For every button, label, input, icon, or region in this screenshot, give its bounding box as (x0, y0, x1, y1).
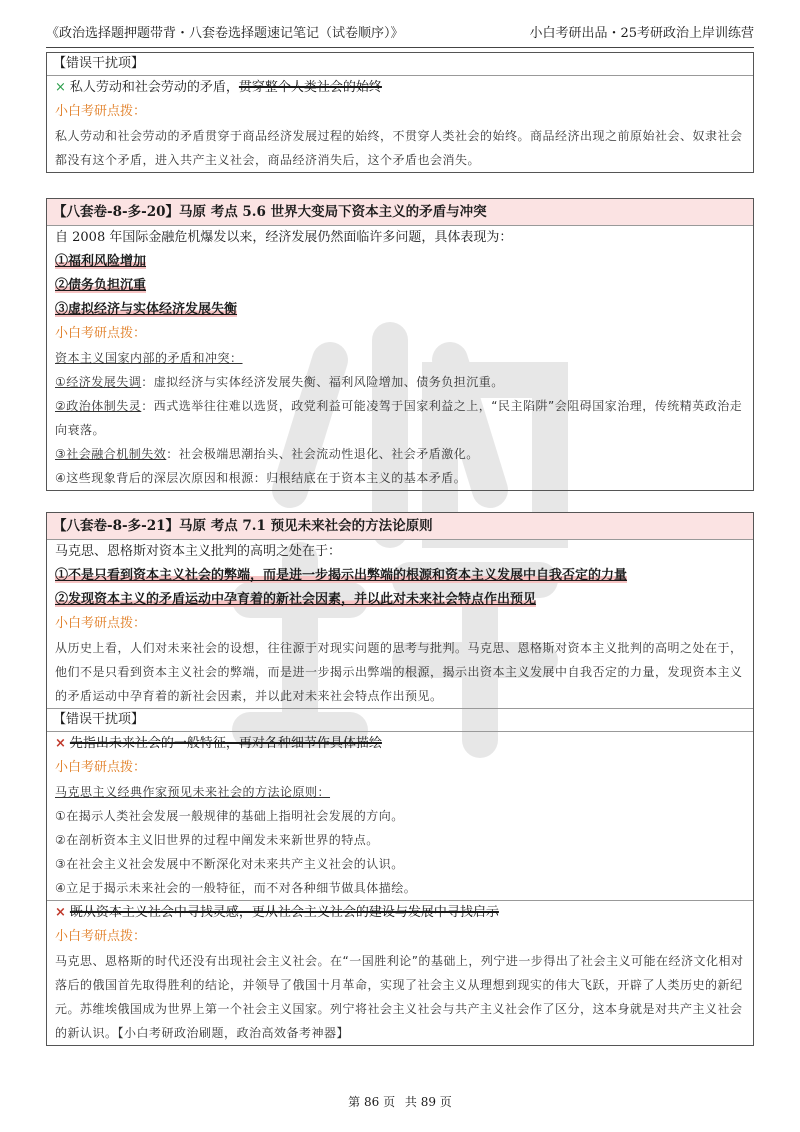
tip-heading: 马克思主义经典作家预见未来社会的方法论原则： (55, 785, 331, 799)
wrong-option-box (46, 52, 754, 173)
tip-item-4: ④立足于揭示未来社会的一般特征，而不对各种细节做具体描绘。 (55, 881, 417, 895)
tip-item-3: ③社会融合机制失效：社会极端思潮抬头、社会流动性退化、社会矛盾激化。 (55, 447, 479, 461)
question-stem: 马克思、恩格斯对资本主义批判的高明之处在于： (55, 544, 342, 559)
tip-label: 小白考研点拨： (55, 760, 147, 775)
wrong-option-label: 【错误干扰项】 (47, 708, 753, 732)
question-title: 【八套卷-8-多-21】马原 考点 7.1 预见未来社会的方法论原则 (47, 513, 753, 540)
question-title: 【八套卷-8-多-20】马原 考点 5.6 世界大变局下资本主义的矛盾与冲突 (47, 199, 753, 226)
page-total: 共 89 页 (404, 1095, 452, 1109)
tip-label: 小白考研点拨： (55, 616, 147, 631)
publisher-label: 小白考研出品・25考研政治上岸训练营 (529, 26, 754, 41)
cross-icon: × (55, 736, 66, 751)
header-rule (46, 47, 754, 48)
option-strike-text: 贯穿整个人类社会的始终 (238, 80, 382, 95)
tip-item-1: ①在揭示人类社会发展一般规律的基础上指明社会发展的方向。 (55, 809, 404, 823)
wrong-option (47, 76, 753, 100)
tip-text: 私人劳动和社会劳动的矛盾贯穿于商品经济发展过程的始终，不贯穿人类社会的始终。商品经济出现之前原始社会、奴隶社会都没有这个矛盾，进入共产主义社会，商品经济消失后，这个矛盾也会消失。 (55, 129, 743, 167)
tip-item-3: ③在社会主义社会发展中不断深化对未来共产主义社会的认识。 (55, 857, 404, 871)
wrong-option-label: 【错误干扰项】 (47, 53, 753, 76)
page-footer (0, 1093, 800, 1110)
cross-icon: × (55, 905, 66, 920)
tip-label: 小白考研点拨： (55, 929, 147, 944)
answer-3: ③虚拟经济与实体经济发展失衡 (55, 302, 238, 317)
page-number: 第 86 页 (348, 1095, 396, 1109)
question-stem: 自 2008 年国际金融危机爆发以来，经济发展仍然面临许多问题，具体表现为： (55, 230, 513, 245)
tip-label: 小白考研点拨： (55, 326, 147, 341)
page-header (46, 14, 754, 48)
answer-1: ①福利风险增加 (55, 254, 147, 269)
tip-label: 小白考研点拨： (55, 104, 147, 119)
answer-2: ②发现资本主义的矛盾运动中孕育着的新社会因素，并以此对未来社会特点作出预见 (55, 592, 537, 607)
tip-text: 马克思、恩格斯的时代还没有出现社会主义社会。在“一国胜利论”的基础上，列宁进一步得出了社会主义可能在经济文化相对落后的俄国首先取得胜利的结论，并领导了俄国十月革命，实现了社会主义从理想到现实的伟大飞跃，开辟了人类历史的新纪元。苏维埃俄国成为世界上第一个社会主义国家。列宁将社会主义社会与共产主义社会作了区分，这本身就是对共产主义社会的新认识。【小白考研政治刷题，政治高效备考神器】 (55, 954, 744, 1040)
document-title: 《政治选择题押题带背・八套卷选择题速记笔记（试卷顺序）》 (46, 26, 404, 41)
tip-item-1: ①经济发展失调：虚拟经济与实体经济发展失衡、福利风险增加、债务负担沉重。 (55, 375, 504, 389)
question-box-20 (46, 198, 754, 491)
answer-2: ②债务负担沉重 (55, 278, 147, 293)
question-box-21 (46, 512, 754, 1046)
tip-text: 从历史上看，人们对未来社会的设想，往往源于对现实问题的思考与批判。马克思、恩格斯对资本主义批判的高明之处在于，他们不是只看到资本主义社会的弊端，而是进一步揭示出弊端的根源，揭示出资本主义发展中自我否定的力量，发现资本主义的矛盾运动中孕育着的新社会因素，并以此对未来社会特点作出预见。 (55, 641, 743, 703)
tip-item-2: ②政治体制失灵：西式选举往往难以选贤，政党利益可能凌驾于国家利益之上，“民主陷阱”会阻碍国家治理，传统精英政治走向衰落。 (55, 399, 743, 437)
tip-item-4: ④这些现象背后的深层次原因和根源：归根结底在于资本主义的基本矛盾。 (55, 471, 467, 485)
option-text: 私人劳动和社会劳动的矛盾， (69, 80, 239, 95)
tip-item-2: ②在剖析资本主义旧世界的过程中阐发未来新世界的特点。 (55, 833, 379, 847)
wrong-option-1: × 先指出未来社会的一般特征，再对各种细节作具体描绘 (55, 736, 382, 751)
cross-icon: × (55, 80, 66, 95)
wrong-option-2: × 既从资本主义社会中寻找灵感，更从社会主义社会的建设与发展中寻找启示 (47, 900, 753, 925)
tip-heading: 资本主义国家内部的矛盾和冲突： (55, 351, 243, 365)
answer-1: ①不是只看到资本主义社会的弊端，而是进一步揭示出弊端的根源和资本主义发展中自我否定的力量 (55, 568, 628, 583)
